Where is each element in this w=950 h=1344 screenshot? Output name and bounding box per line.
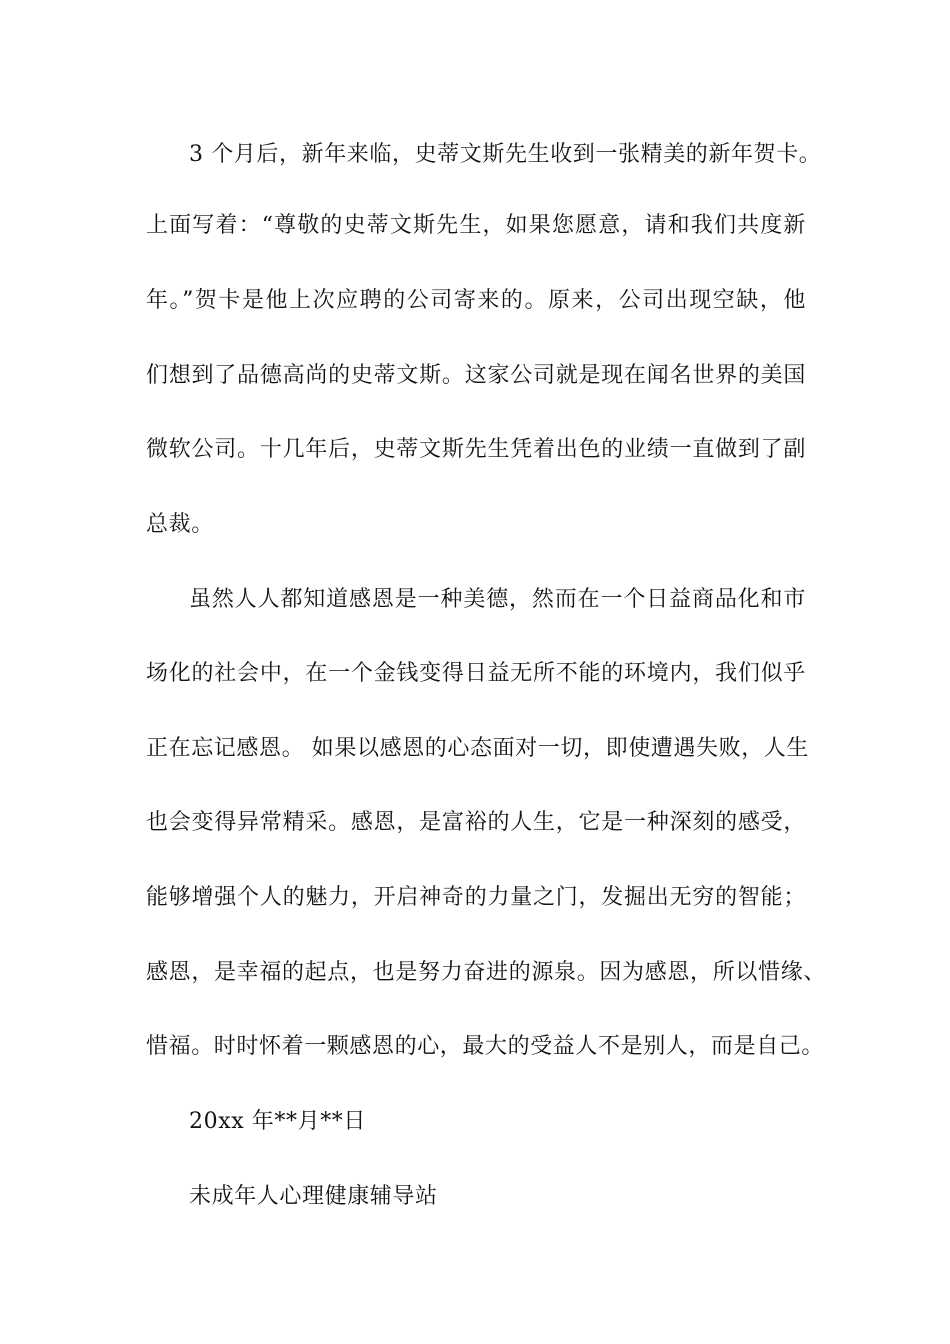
paragraph-1-line-4: 们想到了品德高尚的史蒂文斯。这家公司就是现在闻名世界的美国	[146, 363, 806, 388]
paragraph-2-line-6: 感恩，是幸福的起点，也是努力奋进的源泉。因为感恩，所以惜缘、	[146, 960, 826, 985]
paragraph-2-line-7: 惜福。时时怀着一颗感恩的心，最大的受益人不是别人，而是自己。	[146, 1034, 825, 1059]
paragraph-2-line-2: 场化的社会中，在一个金钱变得日益无所不能的环境内，我们似乎	[146, 661, 806, 686]
paragraph-1-line-3: 年。”贺卡是他上次应聘的公司寄来的。原来，公司出现空缺，他	[146, 288, 806, 313]
document-organization: 未成年人心理健康辅导站	[189, 1184, 438, 1209]
paragraph-2-line-4: 也会变得异常精采。感恩，是富裕的人生，它是一种深刻的感受，	[146, 810, 806, 835]
paragraph-1-line-1: 3 个月后，新年来临，史蒂文斯先生收到一张精美的新年贺卡。	[189, 142, 822, 167]
paragraph-2-line-3: 正在忘记感恩。 如果以感恩的心态面对一切，即使遭遇失败，人生	[146, 736, 809, 761]
paragraph-2-line-5: 能够增强个人的魅力，开启神奇的力量之门，发掘出无穷的智能；	[146, 885, 806, 910]
paragraph-1-line-5: 微软公司。十几年后，史蒂文斯先生凭着出色的业绩一直做到了副	[146, 437, 806, 462]
paragraph-2-line-1: 虽然人人都知道感恩是一种美德，然而在一个日益商品化和市	[189, 587, 806, 612]
document-date: 20xx 年**月**日	[189, 1109, 367, 1134]
paragraph-1-line-2: 上面写着：“尊敬的史蒂文斯先生，如果您愿意，请和我们共度新	[146, 213, 806, 238]
paragraph-1-line-6: 总裁。	[146, 512, 214, 537]
